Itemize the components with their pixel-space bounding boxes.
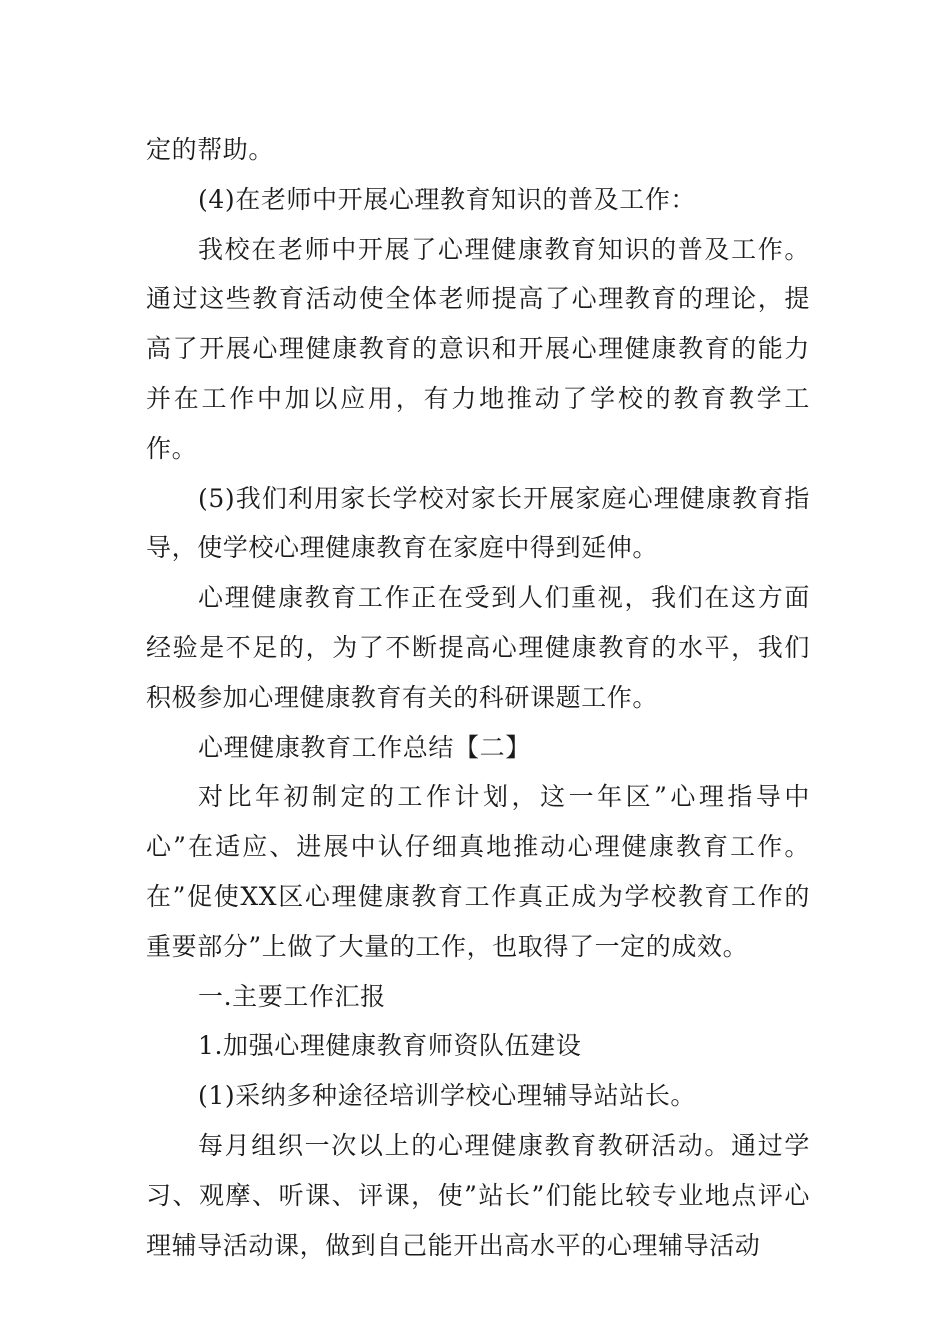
- paragraph-5: 心理健康教育工作正在受到人们重视，我们在这方面经验是不足的，为了不断提高心理健康教育的水平，我们积极参加心理健康教育有关的科研课题工作。: [146, 583, 810, 712]
- subheading-2: 1.加强心理健康教育师资队伍建设: [198, 1031, 582, 1061]
- paragraph-3: 我校在老师中开展了心理健康教育知识的普及工作。通过这些教育活动使全体老师提高了心理教育的理论，提高了开展心理健康教育的意识和开展心理健康教育的能力并在工作中加以应用，有力地推动了学校的教育教学工作。: [146, 234, 810, 463]
- section-heading: 心理健康教育工作总结【二】: [198, 732, 531, 762]
- paragraph-7: 每月组织一次以上的心理健康教育教研活动。通过学习、观摩、听课、评课，使”站长”们能比较专业地点评心理辅导活动课，做到自己能开出高水平的心理辅导活动: [146, 1130, 810, 1260]
- paragraph-6: 对比年初制定的工作计划，这一年区”心理指导中心”在适应、进展中认仔细真地推动心理健康教育工作。在”促使XX区心理健康教育工作真正成为学校教育工作的重要部分”上做了大量的工作，也取得了一定的成效。: [146, 782, 810, 961]
- paragraph-2: (4)在老师中开展心理教育知识的普及工作：: [198, 184, 697, 214]
- subheading-1: 一.主要工作汇报: [198, 981, 386, 1011]
- paragraph-1: 定的帮助。: [146, 135, 275, 164]
- document-body: [146, 125, 810, 1270]
- subheading-3: (1)采纳多种途径培训学校心理辅导站站长。: [198, 1081, 697, 1111]
- paragraph-4: (5)我们利用家长学校对家长开展家庭心理健康教育指导，使学校心理健康教育在家庭中得到延伸。: [146, 483, 810, 563]
